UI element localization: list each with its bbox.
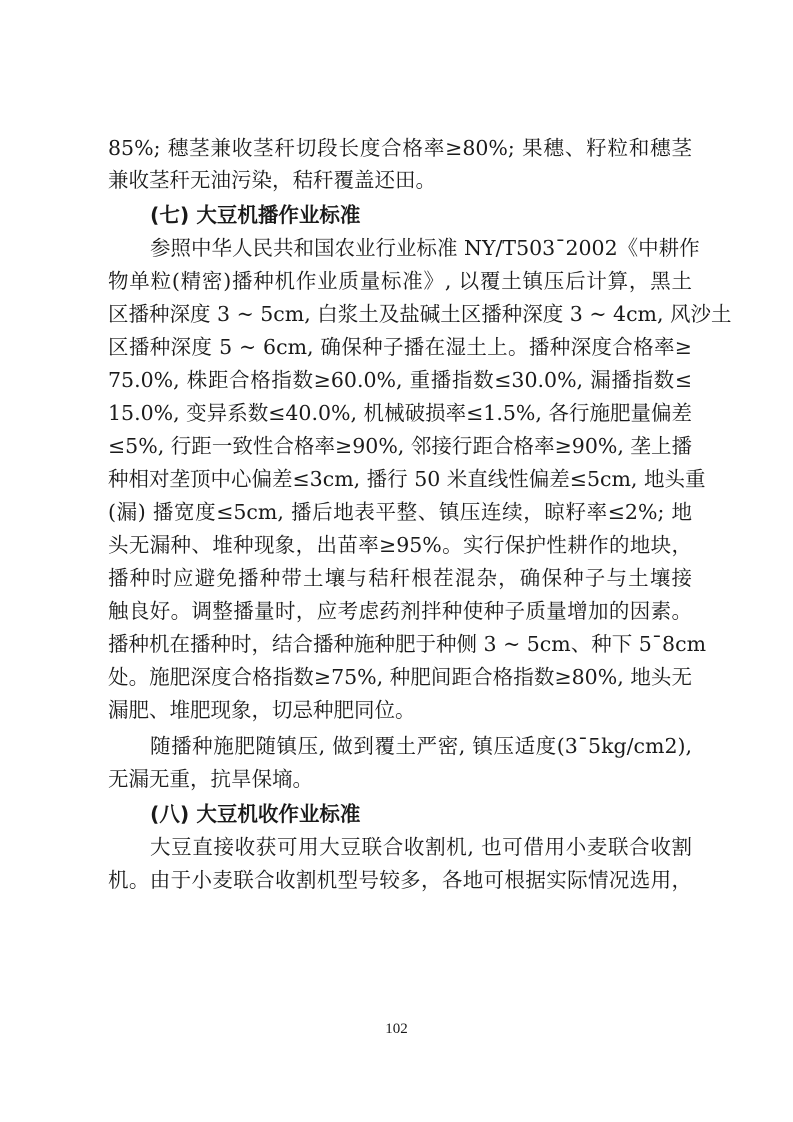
text-line: 处。施肥深度合格指数≥75%, 种肥间距合格指数≥80%, 地头无 — [108, 665, 692, 689]
text-line: 75.0%, 株距合格指数≥60.0%, 重播指数≤30.0%, 漏播指数≤ — [108, 368, 692, 392]
text-line: 大豆直接收获可用大豆联合收割机, 也可借用小麦联合收割 — [150, 835, 692, 859]
text-line: 兼收茎秆无油污染，秸秆覆盖还田。 — [108, 168, 436, 192]
text-line: 种相对垄顶中心偏差≤3cm, 播行 50 米直线性偏差≤5cm, 地头重 — [108, 467, 706, 491]
text-line: 无漏无重，抗旱保墒。 — [108, 767, 313, 791]
section-heading: (七) 大豆机播作业标准 — [150, 203, 361, 227]
text-line: 区播种深度 5 ~ 6cm, 确保种子播在湿土上。播种深度合格率≥ — [108, 335, 692, 359]
text-line: 随播种施肥随镇压, 做到覆土严密, 镇压适度(3¯5kg/cm2), — [150, 734, 692, 758]
page-number: 102 — [385, 1021, 408, 1037]
text-line: 物单粒(精密)播种机作业质量标准》, 以覆土镇压后计算，黑土 — [108, 269, 692, 293]
text-line: 触良好。调整播量时，应考虑药剂拌种使种子质量增加的因素。 — [108, 599, 692, 623]
text-line: (漏) 播宽度≤5cm, 播后地表平整、镇压连续，晾籽率≤2%; 地 — [108, 500, 692, 524]
text-line: 区播种深度 3 ~ 5cm, 白浆土及盐碱土区播种深度 3 ~ 4cm, 风沙土 — [108, 302, 732, 326]
text-line: 头无漏种、堆种现象，出苗率≥95%。实行保护性耕作的地块， — [108, 533, 692, 557]
text-line: 85%; 穗茎兼收茎秆切段长度合格率≥80%; 果穗、籽粒和穗茎 — [108, 136, 692, 160]
section-heading: (八) 大豆机收作业标准 — [150, 802, 361, 826]
text-line: 播种时应避免播种带土壤与秸秆根茬混杂，确保种子与土壤接 — [108, 566, 692, 590]
text-line: 参照中华人民共和国农业行业标准 NY/T503¯2002《中耕作 — [150, 236, 700, 260]
text-line: 播种机在播种时，结合播种施种肥于种侧 3 ~ 5cm、种下 5¯8cm — [108, 632, 707, 656]
text-line: ≤5%, 行距一致性合格率≥90%, 邻接行距合格率≥90%, 垄上播 — [108, 434, 692, 458]
text-line: 漏肥、堆肥现象，切忌种肥同位。 — [108, 698, 416, 722]
text-line: 15.0%, 变异系数≤40.0%, 机械破损率≤1.5%, 各行施肥量偏差 — [108, 401, 692, 425]
text-line: 机。由于小麦联合收割机型号较多，各地可根据实际情况选用， — [108, 868, 692, 892]
